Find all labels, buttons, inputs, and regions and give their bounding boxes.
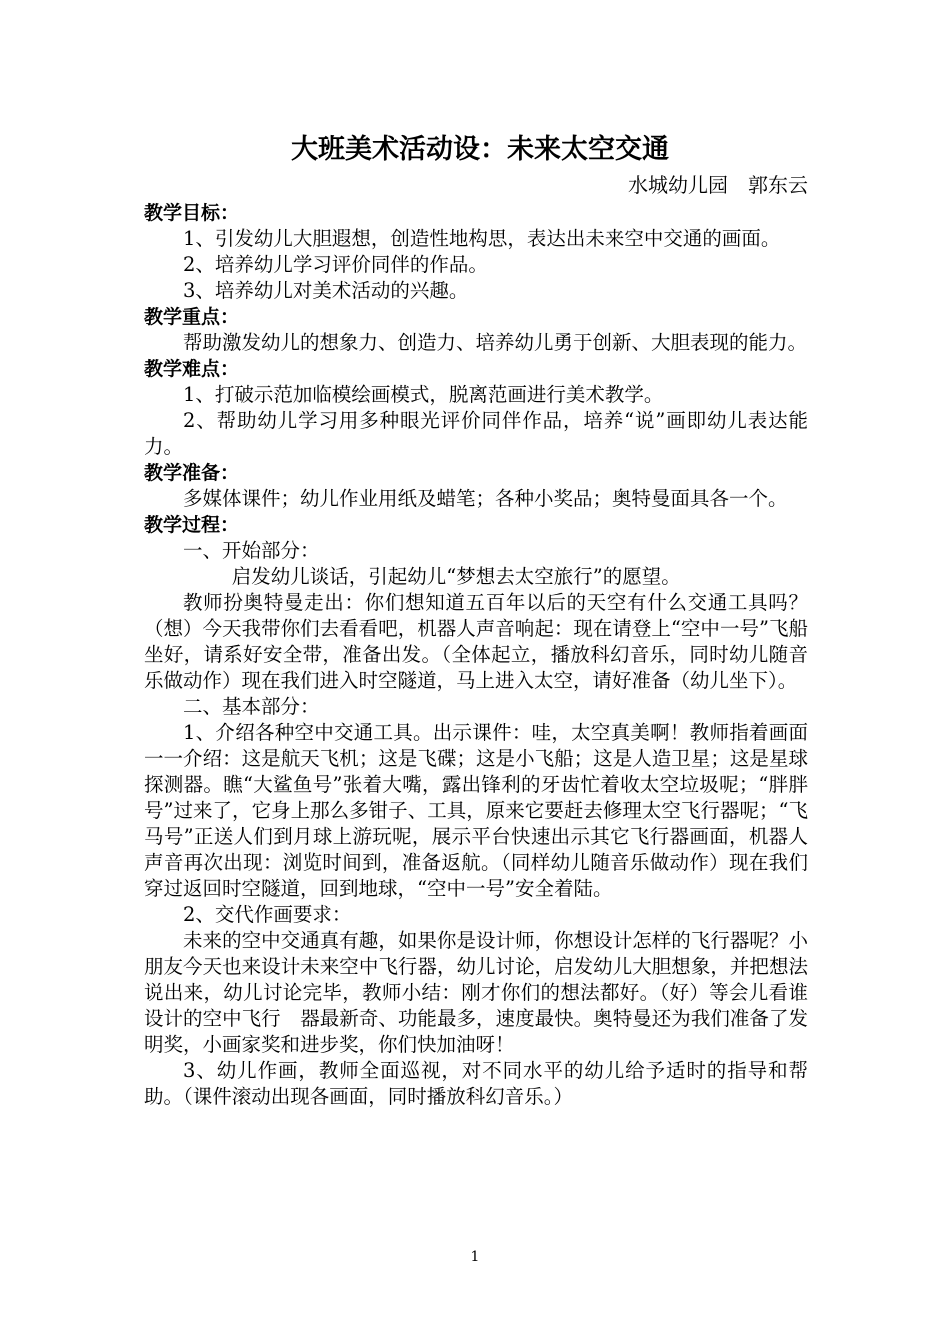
paragraph: 多媒体课件；幼儿作业用纸及蜡笔；各种小奖品；奥特曼面具各一个。 (183, 487, 788, 510)
section-heading-key-points: 教学重点： (144, 306, 240, 328)
document-title: 大班美术活动设：未来太空交通 (291, 134, 669, 165)
paragraph: 2、交代作画要求： (183, 903, 352, 926)
section-heading-objectives: 教学目标： (144, 202, 240, 224)
paragraph: 未来的空中交通真有趣，如果你是设计师，你想设计怎样的飞行器呢？小朋友今天也来设计未来空中飞行器，幼儿讨论，启发幼儿大胆想象，并把想法说出来，幼儿讨论完毕，教师小结：刚才你们的想法都好。（好）等会儿看谁设计的空中飞行 器最新奇、功能最多，速度最快。奥特曼还为我们准备了发明奖，小画家奖和进步奖，你们快加油呀！ (144, 929, 808, 1056)
paragraph: 教师扮奥特曼走出：你们想知道五百年以后的天空有什么交通工具吗？（想）今天我带你们去看看吧，机器人声音响起：现在请登上“空中一号”飞船坐好，请系好安全带，准备出发。（全体起立，播放科幻音乐，同时幼儿随音乐做动作）现在我们进入时空隧道，马上进入太空，请好准备（幼儿坐下）。 (144, 591, 808, 692)
paragraph: 1、打破示范加临模绘画模式，脱离范画进行美术教学。 (183, 383, 664, 406)
paragraph: 2、帮助幼儿学习用多种眼光评价同伴作品，培养“说”画即幼儿表达能力。 (144, 409, 808, 458)
section-heading-process: 教学过程： (144, 514, 240, 536)
paragraph: 1、介绍各种空中交通工具。出示课件：哇，太空真美啊！教师指着画面一一介绍：这是航天飞机；这是飞碟；这是小飞船；这是人造卫星；这是星球探测器。瞧“大鲨鱼号”张着大嘴，露出锋利的牙齿忙着收太空垃圾呢；“胖胖号”过来了，它身上那么多钳子、工具，原来它要赶去修理太空飞行器呢；“飞马号”正送人们到月球上游玩呢，展示平台快速出示其它飞行器画面，机器人声音再次出现：浏览时间到，准备返航。（同样幼儿随音乐做动作）现在我们穿过返回时空隧道，回到地球，“空中一号”安全着陆。 (144, 721, 808, 900)
paragraph: 一、开始部分： (183, 539, 320, 562)
paragraph: 二、基本部分： (183, 695, 320, 718)
paragraph: 1、引发幼儿大胆遐想，创造性地构思，表达出未来空中交通的画面。 (183, 227, 781, 250)
paragraph: 启发幼儿谈话，引起幼儿“梦想去太空旅行”的愿望。 (231, 565, 681, 588)
paragraph: 帮助激发幼儿的想象力、创造力、培养幼儿勇于创新、大胆表现的能力。 (183, 331, 808, 354)
document-author: 水城幼儿园 郭东云 (628, 173, 808, 197)
section-heading-difficulties: 教学难点： (144, 358, 240, 380)
page-number: 1 (470, 1249, 480, 1265)
paragraph: 3、培养幼儿对美术活动的兴趣。 (183, 279, 469, 302)
section-heading-preparation: 教学准备： (144, 462, 240, 484)
paragraph: 3、幼儿作画，教师全面巡视，对不同水平的幼儿给予适时的指导和帮助。（课件滚动出现各画面，同时播放科幻音乐。） (144, 1059, 808, 1108)
paragraph: 2、培养幼儿学习评价同伴的作品。 (183, 253, 488, 276)
